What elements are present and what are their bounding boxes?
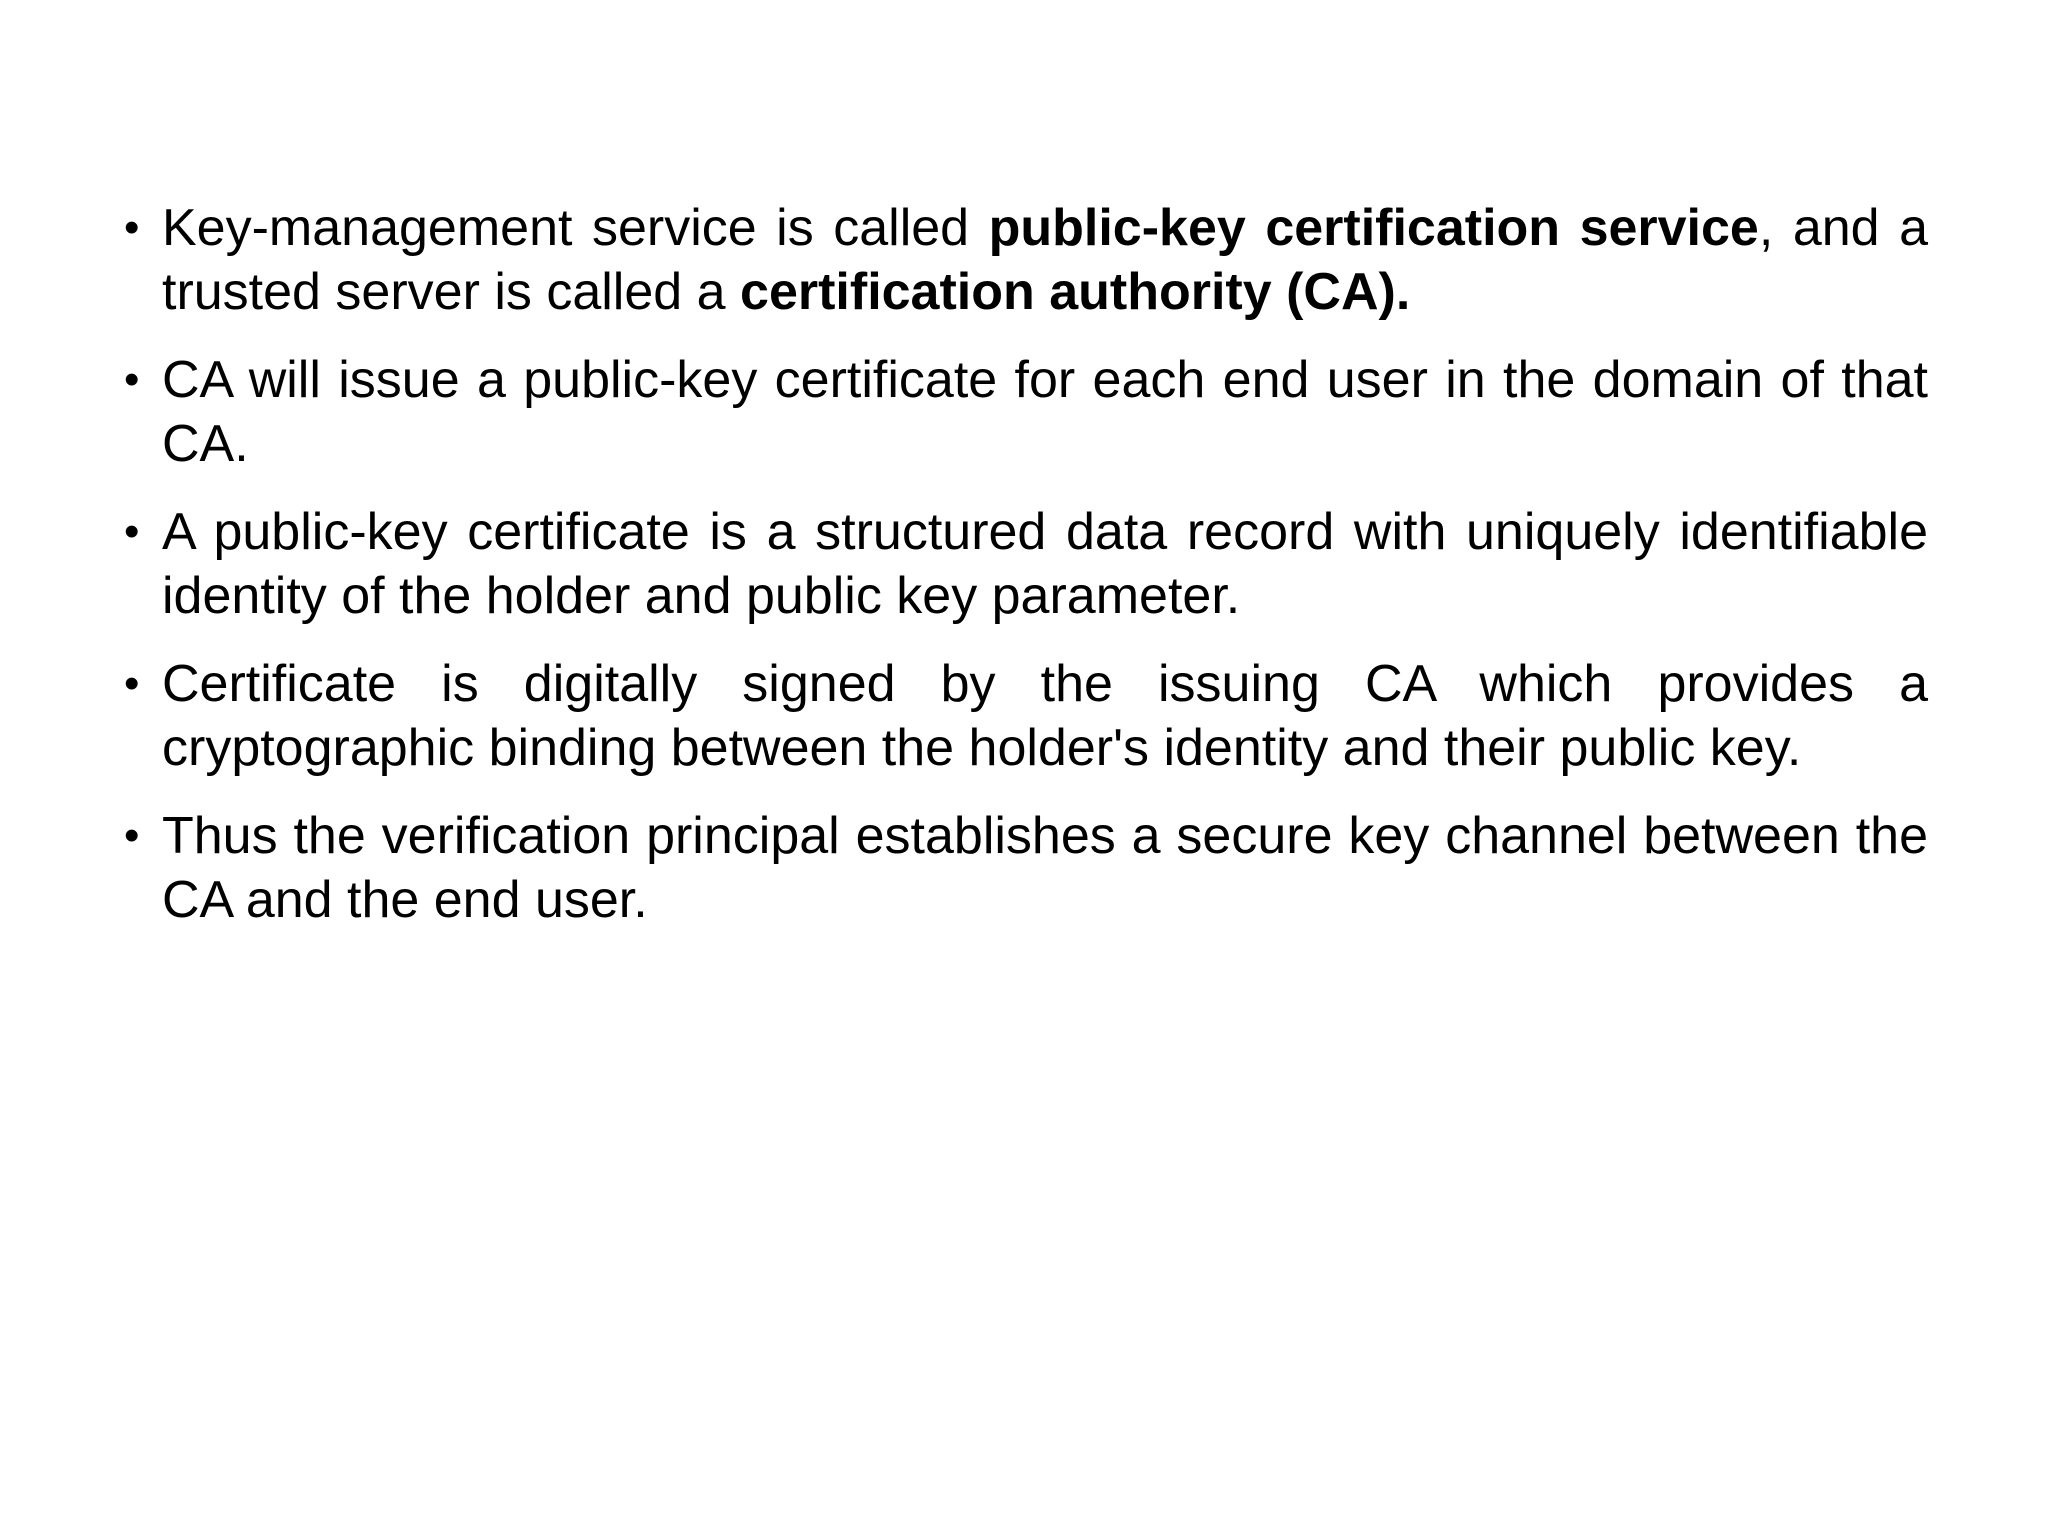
bullet-1-text-1: Key-management service is called: [162, 199, 989, 257]
bullet-marker: •: [124, 203, 140, 252]
bullet-item-5: [124, 804, 1928, 932]
bullet-marker: •: [124, 507, 140, 556]
bullet-list: [124, 196, 1928, 956]
bullet-1-bold-term-1: public-key certification service: [988, 199, 1759, 257]
bullet-item-3: [124, 500, 1928, 628]
bullet-marker: •: [124, 355, 140, 404]
bullet-5-text: Thus the verification principal establishes a secure key channel between the CA and the end user.: [162, 807, 1928, 929]
bullet-marker: •: [124, 659, 140, 708]
bullet-3-text: A public-key certificate is a structured data record with uniquely identifiable identity of the holder and public key parameter.: [162, 503, 1928, 625]
bullet-marker: •: [124, 811, 140, 860]
bullet-4-text: Certificate is digitally signed by the issuing CA which provides a cryptographic binding between the holder's identity and their public key.: [162, 655, 1928, 777]
bullet-item-4: [124, 652, 1928, 780]
bullet-1-text-2: , and a trusted server is called a: [162, 199, 1929, 321]
bullet-item-1: [124, 196, 1928, 324]
bullet-1-bold-term-2: certification authority (CA).: [740, 263, 1411, 321]
bullet-2-text: CA will issue a public-key certificate for each end user in the domain of that CA.: [162, 351, 1928, 473]
bullet-item-2: [124, 348, 1928, 476]
